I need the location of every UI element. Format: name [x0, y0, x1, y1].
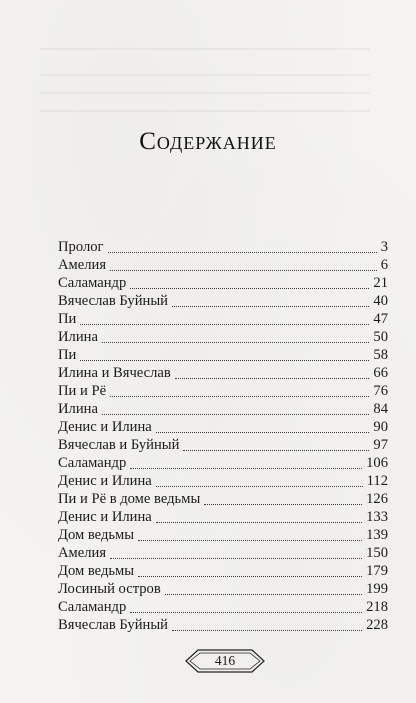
toc-leader-dots — [156, 430, 369, 433]
toc-leader-dots — [110, 394, 369, 397]
toc-leader-dots — [183, 448, 369, 451]
toc-entry-page: 179 — [366, 563, 388, 579]
toc-entry-page: 150 — [366, 545, 388, 561]
toc-leader-dots — [80, 322, 369, 325]
toc-entry-title: Саламандр — [58, 275, 127, 291]
bleed-through-line — [40, 48, 370, 50]
toc-entry-page: 97 — [373, 437, 388, 453]
toc-entry-title: Пи и Рё — [58, 383, 107, 399]
toc-leader-dots — [80, 358, 369, 361]
toc-leader-dots — [102, 340, 369, 343]
toc-leader-dots — [175, 376, 369, 379]
toc-entry-page: 21 — [373, 275, 388, 291]
toc-entry-page: 76 — [373, 383, 388, 399]
toc-entry-title: Денис и Илина — [58, 419, 152, 435]
toc-entry-title: Вячеслав Буйный — [58, 617, 168, 633]
toc-leader-dots — [204, 502, 362, 505]
toc-leader-dots — [172, 628, 362, 631]
toc-entry-page: 40 — [373, 293, 388, 309]
toc-entry-page: 106 — [366, 455, 388, 471]
toc-entry-page: 47 — [373, 311, 388, 327]
toc-leader-dots — [165, 592, 362, 595]
toc-entry-title: Вячеслав Буйный — [58, 293, 168, 309]
bleed-through-line — [40, 92, 370, 94]
toc-entry-title: Дом ведьмы — [58, 563, 135, 579]
toc-entry-page: 58 — [373, 347, 388, 363]
toc-entry-page: 50 — [373, 329, 388, 345]
toc-entry — [0, 614, 416, 636]
toc-entry-title: Илина — [58, 329, 98, 345]
toc-leader-dots — [130, 286, 369, 289]
toc-leader-dots — [138, 574, 362, 577]
toc-entry-page: 133 — [366, 509, 388, 525]
toc-entry-title: Амелия — [58, 545, 107, 561]
toc-entry-title: Амелия — [58, 257, 107, 273]
page-number: 416 — [214, 653, 236, 668]
toc-entry-page: 126 — [366, 491, 388, 507]
toc-entry-title: Пи и Рё в доме ведьмы — [58, 491, 201, 507]
toc-entry-page: 218 — [366, 599, 388, 615]
toc-entry-title: Пролог — [58, 239, 104, 255]
page-title: Содержание — [139, 128, 277, 155]
toc-entry-page: 90 — [373, 419, 388, 435]
toc-leader-dots — [110, 556, 362, 559]
toc-entry-page: 3 — [380, 239, 388, 255]
toc-entry-title: Илина — [58, 401, 98, 417]
toc-entry-title: Саламандр — [58, 455, 127, 471]
toc-entry-page: 228 — [366, 617, 388, 633]
toc-entry-title: Илина и Вячеслав — [58, 365, 171, 381]
bleed-through-line — [40, 74, 370, 76]
toc-entry-title: Саламандр — [58, 599, 127, 615]
toc-entry-page: 112 — [366, 473, 388, 489]
toc-leader-dots — [138, 538, 362, 541]
toc-leader-dots — [156, 520, 362, 523]
toc-leader-dots — [102, 412, 369, 415]
toc-entry-title: Пи — [58, 311, 77, 327]
toc-entry-title: Денис и Илина — [58, 473, 152, 489]
toc-entry-title: Денис и Илина — [58, 509, 152, 525]
bleed-through-line — [40, 110, 370, 112]
toc-leader-dots — [172, 304, 369, 307]
page-number-ornament — [184, 648, 266, 674]
toc-entry-page: 6 — [380, 257, 388, 273]
toc-leader-dots — [156, 484, 363, 487]
toc-entry-page: 139 — [366, 527, 388, 543]
toc-leader-dots — [108, 250, 377, 253]
toc-entry-title: Дом ведьмы — [58, 527, 135, 543]
toc-entry-title: Пи — [58, 347, 77, 363]
toc-leader-dots — [110, 268, 377, 271]
toc-leader-dots — [130, 466, 362, 469]
toc-entry-page: 84 — [373, 401, 388, 417]
toc-entry-page: 199 — [366, 581, 388, 597]
toc-entry-page: 66 — [373, 365, 388, 381]
toc-entry-title: Вячеслав и Буйный — [58, 437, 180, 453]
toc-leader-dots — [130, 610, 362, 613]
toc-entry-title: Лосиный остров — [58, 581, 161, 597]
